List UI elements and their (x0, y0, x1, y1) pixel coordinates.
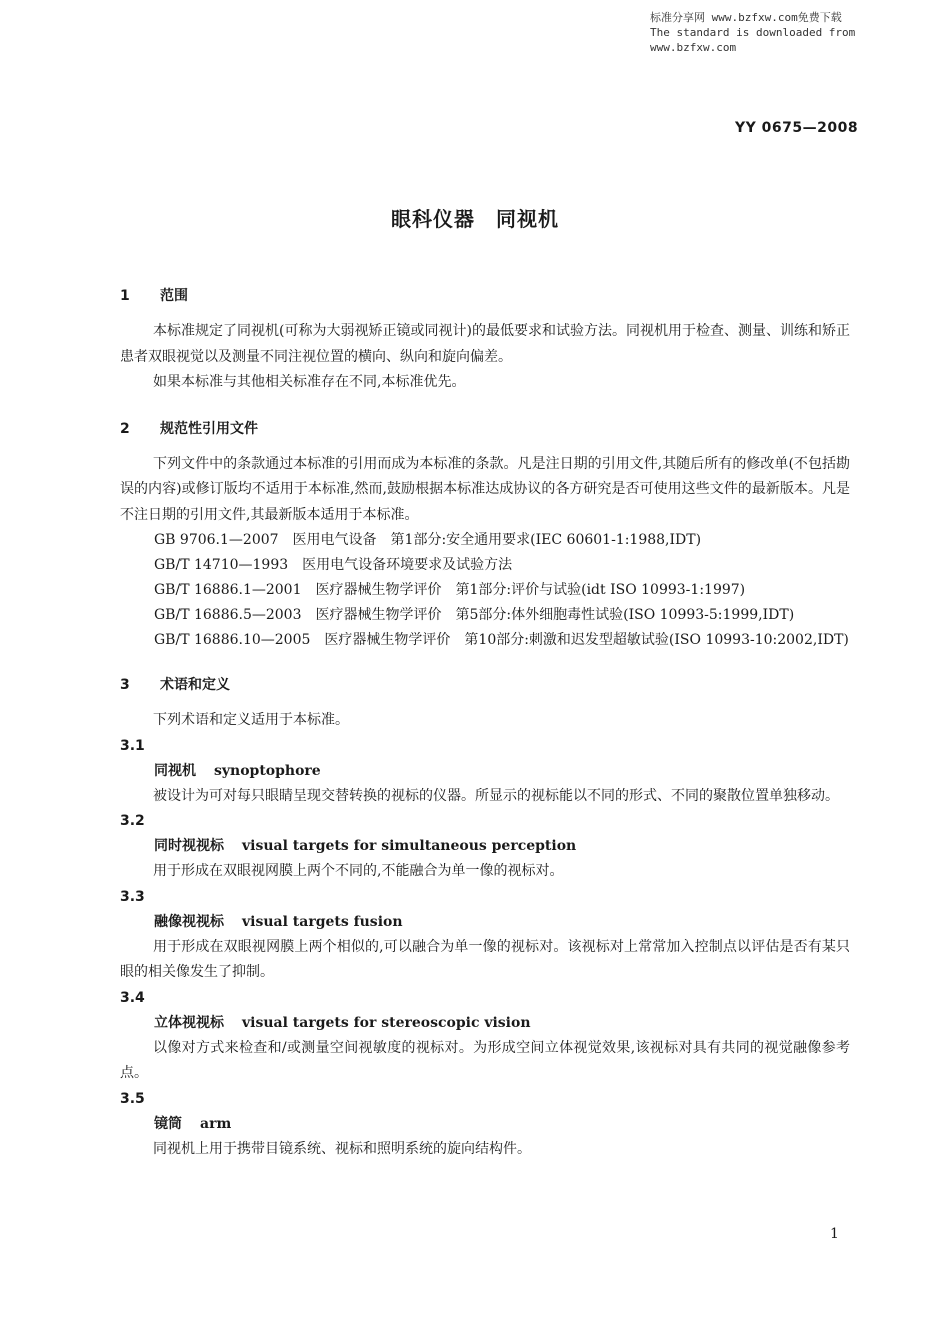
section-heading-normative-references: 2 规范性引用文件 (120, 420, 258, 437)
term-en: visual targets fusion (242, 913, 403, 930)
watermark-line-1: 标准分享网 www.bzfxw.com免费下载 (650, 11, 842, 24)
standard-number: YY 0675—2008 (735, 120, 859, 136)
reference-item: GB/T 14710—1993 医用电气设备环境要求及试验方法 (154, 557, 513, 573)
term-entry (120, 1011, 850, 1036)
term-definition: 同视机上用于携带目镜系统、视标和照明系统的旋向结构件。 (153, 1140, 531, 1157)
watermark (650, 10, 940, 55)
term-definition: 被设计为可对每只眼睛呈现交替转换的视标的仪器。所显示的视标能以不同的形式、不同的聚散位置单独移动。 (153, 787, 839, 804)
term-entry (120, 910, 850, 935)
term-cn: 镜筒 (154, 1115, 182, 1132)
term-cn: 融像视视标 (154, 913, 224, 930)
page-number: 1 (830, 1226, 839, 1242)
term-en: synoptophore (214, 762, 321, 779)
section-heading-scope: 1 范围 (120, 288, 188, 304)
page-title: 眼科仪器 同视机 (391, 207, 559, 231)
paragraph: 如果本标准与其他相关标准存在不同,本标准优先。 (153, 374, 466, 390)
term-definition: 以像对方式来检查和/或测量空间视敏度的视标对。为形成空间立体视觉效果,该视标对具有共同的视觉融像参考点。 (120, 1039, 850, 1081)
term-en: arm (200, 1115, 232, 1132)
term-entry (120, 834, 850, 859)
document-body (120, 283, 850, 1162)
term-cn: 同时视视标 (154, 838, 224, 854)
watermark-line-2: The standard is downloaded from www.bzfxw.com (650, 26, 856, 54)
paragraph: 本标准规定了同视机(可称为大弱视矫正镜或同视计)的最低要求和试验方法。同视机用于检查、测量、训练和矫正患者双眼视觉以及测量不同注视位置的横向、纵向和旋向偏差。 (120, 323, 850, 365)
term-definition: 用于形成在双眼视网膜上两个相似的,可以融合为单一像的视标对。该视标对上常常加入控制点以评估是否有某只眼的相关像发生了抑制。 (120, 938, 850, 980)
term-en: visual targets for stereoscopic vision (242, 1014, 531, 1031)
section-heading-terms: 3 术语和定义 (120, 677, 230, 693)
term-en: visual targets for simultaneous perception (242, 838, 577, 854)
term-cn: 立体视视标 (154, 1014, 224, 1031)
term-number: 3.4 (120, 989, 145, 1006)
reference-item: GB/T 16886.10—2005 医疗器械生物学评价 第10部分:刺激和迟发型超敏试验(ISO 10993-10:2002,IDT) (154, 631, 849, 648)
term-entry (120, 1112, 850, 1137)
reference-item: GB 9706.1—2007 医用电气设备 第1部分:安全通用要求(IEC 60601-1:1988,IDT) (154, 532, 702, 548)
term-number: 3.1 (120, 737, 145, 754)
paragraph: 下列术语和定义适用于本标准。 (153, 712, 349, 728)
term-number: 3.2 (120, 813, 145, 829)
paragraph: 下列文件中的条款通过本标准的引用而成为本标准的条款。凡是注日期的引用文件,其随后所有的修改单(不包括勘误的内容)或修订版均不适用于本标准,然而,鼓励根据本标准达成协议的各方研究是否可使用这些文件的最新版本。凡是不注日期的引用文件,其最新版本适用于本标准。 (120, 455, 850, 523)
term-entry (120, 759, 850, 784)
term-number: 3.5 (120, 1090, 145, 1107)
reference-item: GB/T 16886.5—2003 医疗器械生物学评价 第5部分:体外细胞毒性试验(ISO 10993-5:1999,IDT) (154, 607, 795, 623)
term-number: 3.3 (120, 888, 145, 905)
term-cn: 同视机 (154, 762, 196, 779)
term-definition: 用于形成在双眼视网膜上两个不同的,不能融合为单一像的视标对。 (153, 863, 564, 879)
reference-item: GB/T 16886.1—2001 医疗器械生物学评价 第1部分:评价与试验(idt ISO 10993-1:1997) (154, 582, 746, 598)
